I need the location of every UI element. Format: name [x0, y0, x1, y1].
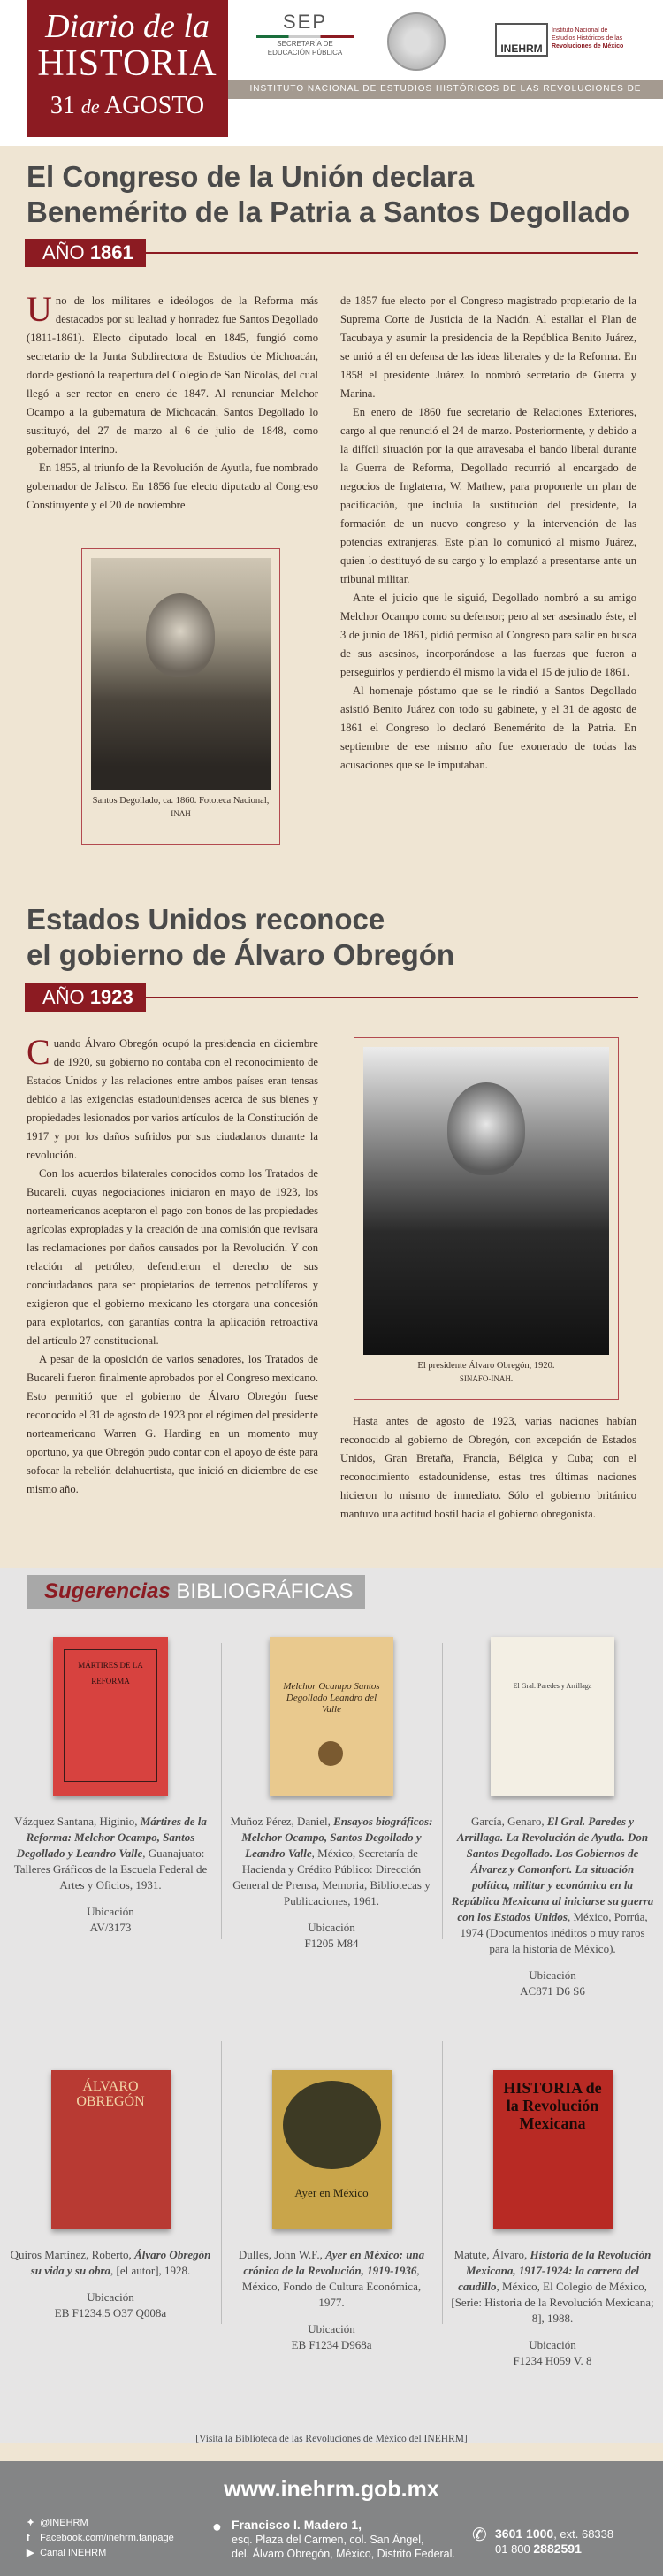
section2-left-p3: A pesar de la oposición de varios senadores, los Tratados de Bucareli fueron finalmente aprobados por el Congreso mexicano. Esto permitió que el gobierno de Álvaro Obregón fuese reconocido el 31 de agosto de 1923 por el régimen del presidente norteamericano Warren G. Harding en un momento muy oportuno, ya que Obregón pudo contar con el apoyo de éste para sofocar la rebelión delahuertista, que inició en diciembre de ese mismo año. [27, 1353, 318, 1495]
divider [442, 2041, 443, 2324]
call-label: Ubicación [308, 2322, 355, 2335]
year-label: AÑO [42, 241, 85, 264]
book-author: Quiros Martínez, Roberto, [10, 2248, 132, 2261]
section2-title-line1: Estados Unidos reconoce [27, 903, 385, 936]
cover-title: Melchor Ocampo Santos Degollado Leandro del Valle [283, 1681, 380, 1715]
youtube-icon: ▶ [27, 2548, 34, 2558]
sep-subtitle-1: SECRETARÍA DE [277, 40, 333, 48]
cover-emblem-icon [318, 1741, 343, 1766]
call-number: EB F1234.5 O37 Q008a [54, 2306, 167, 2320]
degollado-photo-frame [81, 548, 280, 845]
book-item [9, 2070, 212, 2321]
call-label: Ubicación [87, 2290, 134, 2304]
book-item [230, 2070, 433, 2353]
book-author: García, Genaro, [470, 1815, 545, 1828]
phone-tollfree-prefix: 01 800 [495, 2542, 534, 2556]
book-title: Mártires de la Reforma: Melchor Ocampo, Santos Degollado y Leandro Valle [16, 1815, 207, 1860]
degollado-portrait [91, 558, 271, 790]
phone-numbers [472, 2526, 614, 2557]
section1-right-p2: En enero de 1860 fue secretario de Relaciones Exteriores, cargo al que renunció el 24 de marzo. Posteriormente, y debido a la difícil situación por la que atravesaba el bando liberal durante la Guerra de Reforma, Degollado recurrió al encargado de negocios de Inglaterra, W. Mathew, para proponerle un plan de pacificación, que incluía la sustitución del presidente, la formación de un nuevo congreso y la intervención de las potencias extranjeras. Este plan lo comunicó al mismo Juárez, quien lo destituyó de su cargo y lo emplazó a presentarse ante un tribunal militar. [340, 406, 636, 585]
brand-month: AGOSTO [104, 92, 205, 119]
institution-logos [239, 11, 654, 77]
suggestions-title-a: Sugerencias [44, 1579, 171, 1603]
suggestions-title [27, 1575, 365, 1609]
inehrm-txt-2: Estudios Históricos de las [552, 35, 623, 42]
year-tag [25, 983, 146, 1012]
section2-left-p1: uando Álvaro Obregón ocupó la presidencia en diciembre de 1920, su gobierno no contaba con el reconocimiento de Estados Unidos y las relaciones entre ambos países eran tensas debido a las exigencias estadounidenses acerca de sus bienes y propiedades lesionados por varios artículos de la Constitución de 1917 y por los daños sufridos por sus ciudadanos durante la revolución. [27, 1037, 318, 1161]
book-publisher: , México, Secretaría de Hacienda y Crédito Público: Dirección General de Prensa, Memoria, Bibliotecas y Publicaciones, 1961. [232, 1846, 431, 1907]
photo-caption: Santos Degollado, ca. 1860. Fototeca Nacional, [92, 796, 270, 806]
book-item [451, 2070, 654, 2369]
book-publisher: , Guanajuato: Talleres Gráficos de la Escuela Federal de Artes y Oficios, 1931. [13, 1846, 208, 1892]
page-footer [0, 2461, 663, 2576]
brand-day: 31 [50, 92, 75, 119]
section1-paragraph [27, 289, 318, 459]
section-degollado [0, 146, 663, 867]
section1-title-line2: Benemérito de la Patria a Santos Degollado [27, 195, 630, 228]
section2-right-column [340, 1412, 636, 1524]
book-cover [493, 2070, 613, 2229]
book-publisher: , México, Fondo de Cultura Económica, 1977. [241, 2264, 422, 2309]
book-item [9, 1637, 212, 1936]
brand-diario: Diario [45, 8, 135, 45]
twitter-handle: @INEHRM [40, 2518, 88, 2528]
section1-right-p4: Al homenaje póstumo que se le rindió a Santos Degollado asistió Benito Juárez con todo su gabinete, y el 31 de agosto de 1861 el Congreso lo declaró Benemérito de la Patria. En septiembre de ese mismo año fue exonerado de todas las acusaciones que se le imputaban. [340, 684, 636, 771]
call-number: AC871 D6 S6 [520, 1984, 585, 1998]
facebook-link[interactable] [27, 2531, 174, 2546]
call-number: F1234 H059 V. 8 [513, 2354, 592, 2367]
brand-de: de [80, 96, 100, 118]
photo-source: SINAFO-INAH. [459, 1374, 514, 1383]
facebook-icon: f [27, 2533, 30, 2543]
address [212, 2518, 455, 2561]
inehrm-logo [495, 23, 654, 57]
book-title: Ensayos biográficos: Melchor Ocampo, Santos Degollado y Leandro Valle [241, 1815, 433, 1860]
location-pin-icon: ● [212, 2518, 222, 2535]
address-line1: Francisco I. Madero 1, [232, 2518, 362, 2532]
book-publisher: , México, Porrúa, 1974 (Documentos inéditos o muy raros para la historia de México). [460, 1910, 648, 1955]
inehrm-mark: INEHRM [495, 23, 548, 57]
phone-ext: , ext. 68338 [553, 2527, 614, 2541]
section2-left-column [27, 1032, 318, 1499]
address-line3: del. Álvaro Obregón, México, Distrito Federal. [232, 2548, 455, 2560]
cover-figures-icon [283, 2081, 381, 2169]
social-links [27, 2516, 174, 2561]
book-publisher: , México, El Colegio de México, [Serie: Historia de la Revolución Mexicana; 8], 1988. [451, 2280, 654, 2325]
call-label: Ubicación [529, 2338, 576, 2351]
book-title: Ayer en México: una crónica de la Revolución, 1919-1936 [243, 2248, 425, 2277]
portrait-head [447, 1082, 525, 1175]
book-author: Dulles, John W.F., [238, 2248, 323, 2261]
book-cover [491, 1637, 614, 1796]
photo-caption: El presidente Álvaro Obregón, 1920. [417, 1361, 555, 1371]
section2-title [27, 902, 454, 973]
sep-logo [239, 11, 371, 57]
brand-de-la: de la [142, 8, 210, 45]
book-title: El Gral. Paredes y Arrillaga. La Revolución de Ayutla. Don Santos Degollado. Los Gobiernos de Álvarez y Comonfort. La situación política, militar y económica en la República Mexicana al iniciarse su guerra con los Estados Unidos [451, 1815, 654, 1923]
call-label: Ubicación [87, 1905, 134, 1918]
sep-subtitle-2: EDUCACIÓN PÚBLICA [267, 49, 343, 57]
address-line2: esq. Plaza del Carmen, col. San Ángel, [232, 2534, 424, 2546]
diario-brand [27, 0, 228, 137]
sep-logo-bar [256, 35, 354, 38]
phone-main: 3601 1000 [495, 2526, 554, 2541]
book-author: Matute, Álvaro, [453, 2248, 528, 2261]
section1-right-p3: Ante el juicio que le siguió, Degollado nombró a su amigo Melchor Ocampo como su defensor; pero al ser asesinado éste, el 3 de junio de 1861, pidió permiso al Congreso para salir en busca de sus asesinos, incorporándose a las fuerzas que fueron a perseguirlos y perdiendo él mismo la vida el 15 de julio de 1861. [340, 592, 636, 678]
section2-right-p1: Hasta antes de agosto de 1923, varias naciones habían reconocido al gobierno de Obregón, con excepción de Estados Unidos, Gran Bretaña, Francia, Bélgica y Cuba; con el reconocimiento estadounidense, estas tres últimas naciones hicieron lo mismo de inmediato. Sólo el gobierno británico mantuvo una actitud hostil hacia el gobierno obregonista. [340, 1415, 636, 1520]
book-item [451, 1637, 654, 1999]
suggestions-title-b: BIBLIOGRÁFICAS [176, 1579, 354, 1603]
cover-title: MÁRTIRES DE LA REFORMA [64, 1649, 157, 1782]
call-number: AV/3173 [89, 1921, 132, 1934]
cover-title: ÁLVARO OBREGÓN [76, 2079, 145, 2109]
portrait-head [146, 593, 215, 677]
book-cover [272, 2070, 392, 2229]
page-header [0, 0, 663, 146]
section1-left-p1: no de los militares e ideólogos de la Reforma más destacados por su lealtad y honradez fue Santos Degollado (1811-1861). Electo diputado local en 1845, fungió como secretario de la Junta Subdirectora de Estudios de Michoacán, donde gestionó la reapertura del Colegio de San Nicolás, del cual llegó a ser rector en enero de 1847. Al renunciar Melchor Ocampo a la gubernatura de Michoacán, Santos Degollado lo sustituyó, del 27 de marzo al 6 de julio de 1848, como gobernador interino. [27, 294, 318, 455]
cover-title: El Gral. Paredes y Arrillaga [513, 1682, 592, 1690]
year-value: 1923 [89, 986, 133, 1008]
library-visit-note: [Visita la Biblioteca de las Revoluciones de México del INEHRM] [195, 2434, 468, 2444]
website-link[interactable]: www.inehrm.gob.mx [224, 2477, 439, 2502]
year-tag [25, 239, 146, 267]
section2-paragraph [27, 1032, 318, 1165]
call-number: F1205 M84 [304, 1937, 359, 1950]
dropcap: U [27, 289, 52, 329]
section-obregon [0, 889, 663, 1561]
section1-right-p1: de 1857 fue electo por el Congreso magistrado propietario de la Suprema Corte de Justicia de la Nación. Al estallar el Plan de Tacubaya y asumir la presidencia de la República Benito Juárez, se unió a él en defensa de las ideas liberales y de la Reforma. En 1858 el presidente Juárez lo nombró secretario de Guerra y Marina. [340, 294, 636, 400]
call-number: EB F1234 D968a [291, 2338, 372, 2351]
book-item [230, 1637, 433, 1952]
divider [442, 1643, 443, 1939]
phone-icon: ✆ [472, 2526, 487, 2545]
section1-left-p2: En 1855, al triunfo de la Revolución de Ayutla, fue nombrado gobernador de Jalisco. En 1856 fue electo diputado al Congreso Constituyente y el 20 de noviembre [27, 462, 318, 511]
cover-title: HISTORIA de la Revolución Mexicana [503, 2079, 602, 2132]
year-label: AÑO [42, 986, 85, 1008]
national-seal-icon [387, 12, 446, 71]
book-publisher: , [el autor], 1928. [110, 2264, 191, 2277]
brand-historia: HISTORIA [37, 43, 217, 84]
youtube-link[interactable] [27, 2546, 174, 2561]
call-label: Ubicación [308, 1921, 355, 1934]
divider [221, 1643, 222, 1939]
obregon-portrait [363, 1047, 609, 1355]
year-value: 1861 [89, 241, 133, 264]
divider [221, 2041, 222, 2324]
section1-title-line1: El Congreso de la Unión declara [27, 160, 475, 193]
institute-strip: INSTITUTO NACIONAL DE ESTUDIOS HISTÓRICOS DE LAS REVOLUCIONES DE MÉXICO [228, 80, 663, 99]
obregon-photo-frame [354, 1037, 619, 1400]
twitter-icon: ✦ [27, 2518, 35, 2528]
book-cover [53, 1637, 168, 1796]
phone-tollfree-number: 2882591 [533, 2542, 582, 2556]
book-title: Álvaro Obregón su vida y su obra [30, 2248, 211, 2277]
inehrm-txt-3: Revoluciones de México [552, 43, 624, 50]
section2-left-p2: Con los acuerdos bilaterales conocidos como los Tratados de Bucareli, cuyas negociaciones iniciaron en mayo de 1923, los norteamericanos aceptaron el pago con bonos de las propiedades agrícolas expropiadas y la creación de una comisión que revisara las reclamaciones por daños causados por la Revolución. Y con relación al petróleo, defendieron el derecho de sus conciudadanos para ser propietarios de terrenos petrolíferos y exigieron que el gobierno mexicano les otorgara una concesión para explotarlos, con garantías contra la aplicación retroactiva del artículo 27 constitucional. [27, 1167, 318, 1347]
youtube-channel: Canal INEHRM [40, 2548, 107, 2558]
book-author: Vázquez Santana, Higinio, [14, 1815, 138, 1828]
section1-left-column [27, 289, 318, 515]
book-author: Muñoz Pérez, Daniel, [230, 1815, 331, 1828]
book-title: Historia de la Revolución Mexicana, 1917-1924: la carrera del caudillo [458, 2248, 652, 2293]
book-cover [270, 1637, 393, 1796]
section1-right-column [340, 292, 636, 775]
sep-logo-text: SEP [282, 11, 328, 33]
photo-source: INAH [171, 809, 191, 818]
section2-title-line2: el gobierno de Álvaro Obregón [27, 938, 455, 971]
book-cover [51, 2070, 171, 2229]
call-label: Ubicación [529, 1968, 576, 1982]
cover-title: Ayer en México [294, 2186, 369, 2199]
section1-title [27, 159, 629, 230]
twitter-link[interactable] [27, 2516, 174, 2531]
inehrm-txt-1: Instituto Nacional de [552, 27, 608, 34]
facebook-url: Facebook.com/inehrm.fanpage [40, 2533, 174, 2543]
bibliographic-suggestions [0, 1568, 663, 2443]
dropcap: C [27, 1032, 50, 1072]
